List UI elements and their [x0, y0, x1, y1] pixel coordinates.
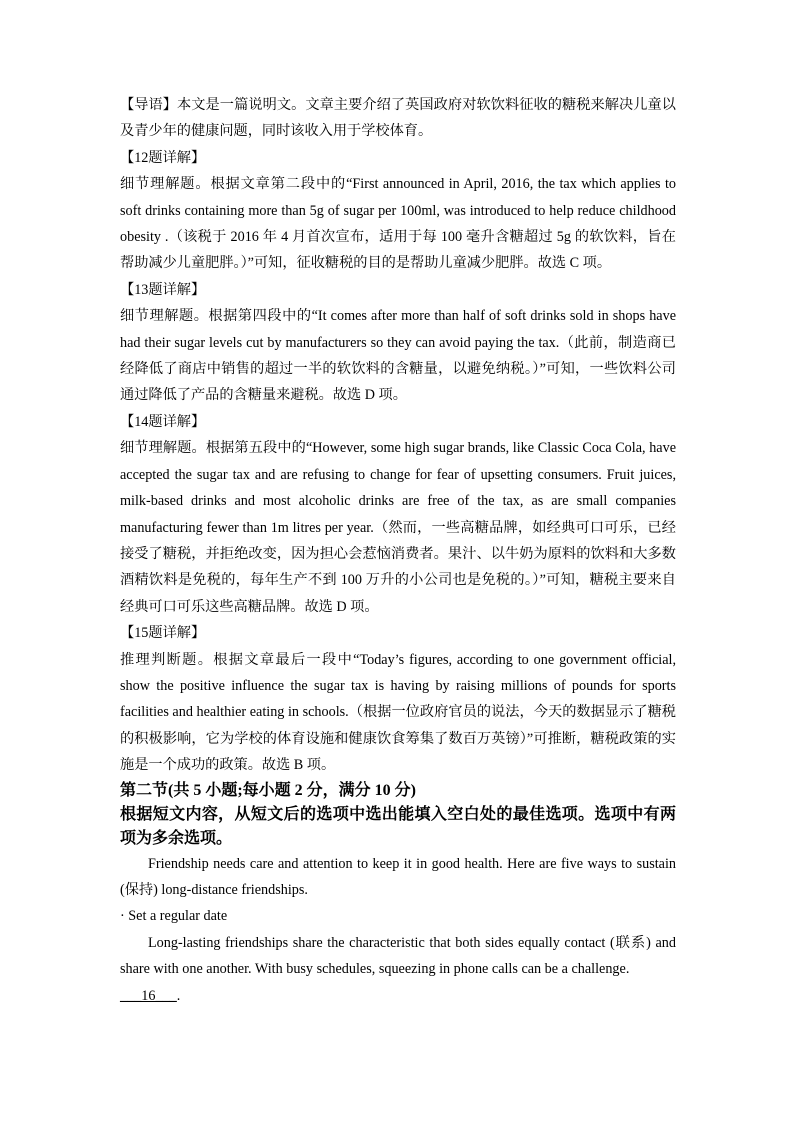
q13-header: 【13题详解】: [120, 281, 206, 298]
q15-explanation: 推理判断题。根据文章最后一段中“Today’s figures, according to one government official, show the positive influence the sugar tax is having by raising millions of pounds for sports facilities and healthier eating in schools.（根据一位政府官员的说法，今天的数据显示了糖税的积极影响，它为学校的体育设施和健康饮食筹集了数百万英镑）”可推断，糖税政策的实施是一个成功的政策。故选 B 项。: [120, 651, 676, 774]
blank-16-end: .: [176, 987, 181, 1004]
q12-header: 【12题详解】: [120, 149, 206, 166]
q15-header: 【15题详解】: [120, 625, 206, 642]
passage-bullet-1: · Set a regular date: [120, 908, 228, 925]
blank-16[interactable]: ___16___: [120, 987, 177, 1004]
q13-explanation: 细节理解题。根据第四段中的“It comes after more than half of soft drinks sold in shops have had their sugar levels cut by manufacturers so they can avoid paying the tax.（此前，制造商已经降低了商店中销售的超过一半的软饮料的含糖量，以避免纳税。）”可知，一些饮料公司通过降低了产品的含糖量来避税。故选 D 项。: [120, 308, 676, 404]
section-instruction: 根据短文内容，从短文后的选项中选出能填入空白处的最佳选项。选项中有两项为多余选项。: [120, 805, 676, 847]
passage-paragraph-2: Long-lasting friendships share the characteristic that both sides equally contact (联系) and share with one another. With busy schedules, squeezing in phone calls can be a challenge.: [120, 934, 676, 978]
intro-paragraph: 【导语】本文是一篇说明文。文章主要介绍了英国政府对软饮料征收的糖税来解决儿童以及青少年的健康问题，同时该收入用于学校体育。: [120, 97, 676, 140]
q12-explanation: 细节理解题。根据文章第二段中的“First announced in April, 2016, the tax which applies to soft drinks containing more than 5g of sugar per 100ml, was introduced to help reduce childhood obesity .（该税于 2016 年 4 月首次宣布，适用于每 100 毫升含糖超过 5g 的软饮料，旨在帮助减少儿童肥胖。）”可知，征收糖税的目的是帮助儿童减少肥胖。故选 C 项。: [120, 176, 676, 272]
section-title: 第二节(共 5 小题;每小题 2 分，满分 10 分): [120, 781, 416, 799]
document-page: [120, 92, 676, 1009]
q14-header: 【14题详解】: [120, 413, 206, 430]
blank-16-line: [120, 983, 676, 1009]
passage-paragraph-1: Friendship needs care and attention to keep it in good health. Here are five ways to sustain (保持) long-distance friendships.: [120, 855, 676, 898]
q14-explanation: 细节理解题。根据第五段中的“However, some high sugar brands, like Classic Coca Cola, have accepted the sugar tax and are refusing to change for fear of upsetting consumers. Fruit juices, milk-based drinks and most alcoholic drinks are free of the tax, as are small companies manufacturing fewer than 1m litres per year.（然而，一些高糖品牌，如经典可口可乐，已经接受了糖税，并拒绝改变，因为担心会惹恼消费者。果汁、以牛奶为原料的饮料和大多数酒精饮料是免税的，每年生产不到 100 万升的小公司也是免税的。）”可知，糖税主要来自经典可口可乐这些高糖品牌。故选 D 项。: [120, 440, 676, 615]
